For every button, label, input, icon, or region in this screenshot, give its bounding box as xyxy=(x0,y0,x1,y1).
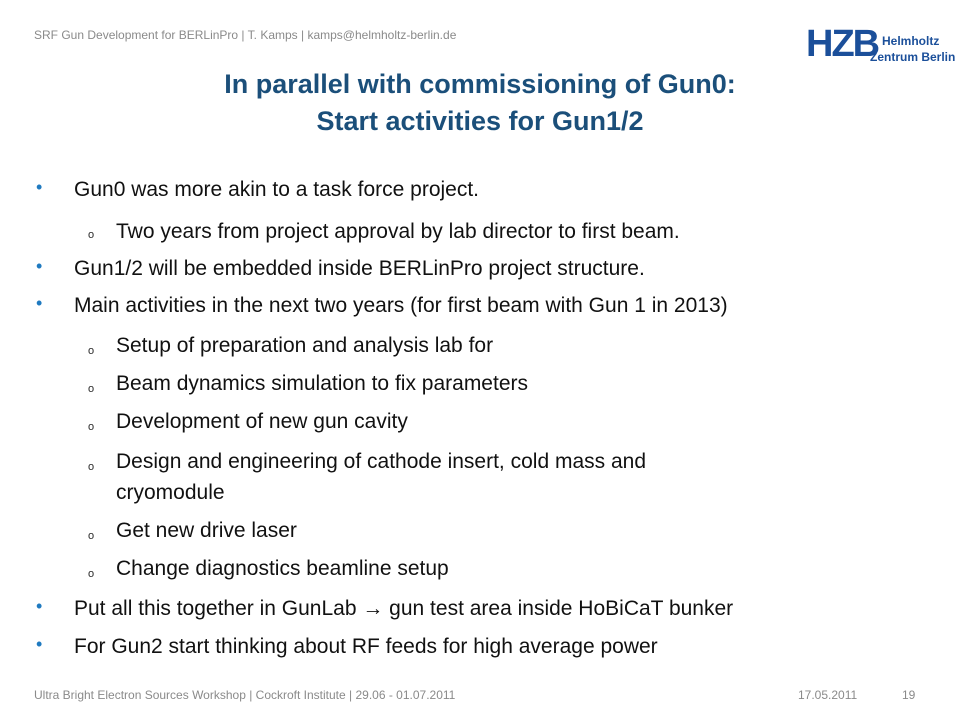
page-number: 19 xyxy=(902,688,916,702)
item-text: Two years from project approval by lab director to first beam. xyxy=(116,220,680,243)
bullet-marker: • xyxy=(36,634,43,654)
logo-line1: Helmholtz xyxy=(882,34,940,48)
item-text: Gun1/2 will be embedded inside BERLinPro project structure. xyxy=(74,257,645,280)
bullet-marker: • xyxy=(36,596,43,616)
sub-bullet-marker: o xyxy=(88,421,95,433)
sub-bullet-marker: o xyxy=(88,568,95,580)
item-text-continuation: cryomodule xyxy=(116,481,225,504)
footer-date: 17.05.2011 xyxy=(798,688,858,702)
logo-line2: Zentrum Berlin xyxy=(870,50,956,64)
title-line-2: Start activities for Gun1/2 xyxy=(316,106,644,136)
footer-text: Ultra Bright Electron Sources Workshop | Cockroft Institute | 29.06 - 01.07.2011 xyxy=(34,688,456,702)
sub-bullet-marker: o xyxy=(88,345,95,357)
item-text: Change diagnostics beamline setup xyxy=(116,557,449,580)
item-text: Put all this together in GunLab → gun test area inside HoBiCaT bunker xyxy=(74,597,734,620)
header-text: SRF Gun Development for BERLinPro | T. Kamps | kamps@helmholtz-berlin.de xyxy=(34,28,457,42)
item-text: Setup of preparation and analysis lab for xyxy=(116,334,494,357)
sub-bullet-marker: o xyxy=(88,461,95,473)
bullet-marker: • xyxy=(36,177,43,197)
item-text: Design and engineering of cathode insert, cold mass and xyxy=(116,450,647,473)
bullet-marker: • xyxy=(36,293,43,313)
item-text: Get new drive laser xyxy=(116,519,297,542)
sub-bullet-marker: o xyxy=(88,530,95,542)
item-text: Development of new gun cavity xyxy=(116,410,408,433)
bullet-marker: • xyxy=(36,256,43,276)
item-text: For Gun2 start thinking about RF feeds for high average power xyxy=(74,635,658,658)
title-line-1: In parallel with commissioning of Gun0: xyxy=(224,69,736,99)
sub-bullet-marker: o xyxy=(88,383,95,395)
item-text: Main activities in the next two years (for first beam with Gun 1 in 2013) xyxy=(74,294,728,317)
logo-letters: HZB xyxy=(806,23,879,65)
item-text: Beam dynamics simulation to fix parameters xyxy=(116,372,528,395)
sub-bullet-marker: o xyxy=(88,229,95,241)
item-text: Gun0 was more akin to a task force project. xyxy=(74,178,480,201)
